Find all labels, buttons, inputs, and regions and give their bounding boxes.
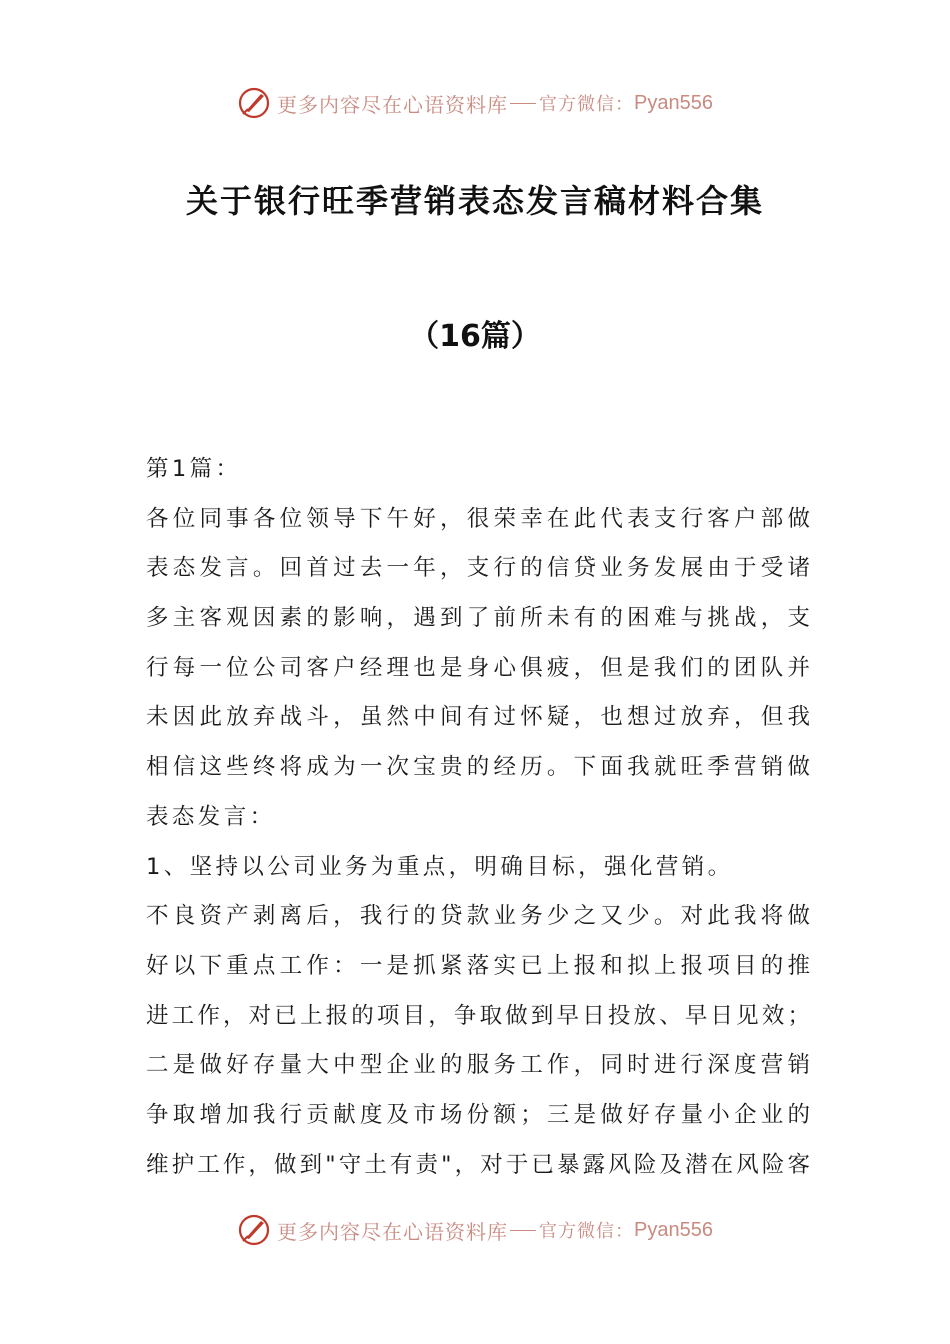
text-line: 第1篇： (146, 456, 242, 482)
text-line: 各位同事各位领导下午好，很荣幸在此代表支行客户部做 (146, 505, 810, 532)
text-line: 不良资产剥离后，我行的贷款业务少之又少。对此我将做 (146, 903, 810, 930)
quill-logo-icon (237, 86, 271, 120)
banner-wechat-id: Pyan556 (634, 91, 713, 114)
text-line: 维护工作，做到"守土有责"，对于已暴露风险及潜在风险客 (146, 1151, 810, 1178)
text-line: 多主客观因素的影响，遇到了前所未有的困难与挑战，支 (146, 605, 810, 632)
text-line: 进工作，对已上报的项目，争取做到早日投放、早日见效； (146, 1002, 810, 1029)
quill-logo-icon (237, 1213, 271, 1247)
banner-dash (510, 103, 536, 104)
document-title: 关于银行旺季营销表态发言稿材料合集 (185, 182, 764, 220)
text-line: 未因此放弃战斗，虽然中间有过怀疑，也想过放弃，但我 (146, 704, 810, 731)
text-line: 1、坚持以公司业务为重点，明确目标，强化营销。 (146, 853, 734, 880)
banner-wechat-label: 官方微信： (539, 94, 635, 115)
footer-banner (0, 1210, 950, 1250)
text-line: 表态发言： (146, 803, 276, 830)
text-line: 相信这些终将成为一次宝贵的经历。下面我就旺季营销做 (146, 754, 810, 781)
text-line: 二是做好存量大中型企业的服务工作，同时进行深度营销 (146, 1052, 810, 1079)
banner-wechat-label: 官方微信： (539, 1221, 635, 1242)
text-line: 好以下重点工作：一是抓紧落实已上报和拟上报项目的推 (146, 952, 810, 979)
banner-dash (510, 1230, 536, 1231)
text-line: 表态发言。回首过去一年，支行的信贷业务发展由于受诸 (146, 555, 810, 582)
text-line: 争取增加我行贡献度及市场份额；三是做好存量小企业的 (146, 1101, 810, 1128)
text-line: 行每一位公司客户经理也是身心俱疲，但是我们的团队并 (146, 654, 810, 681)
header-banner (0, 83, 950, 123)
document-body (146, 449, 810, 1194)
banner-brand-text: 更多内容尽在心语资料库 (277, 1219, 509, 1244)
banner-brand-text: 更多内容尽在心语资料库 (277, 92, 509, 117)
banner-wechat-id: Pyan556 (634, 1218, 713, 1241)
document-subtitle: （16篇） (409, 319, 541, 354)
